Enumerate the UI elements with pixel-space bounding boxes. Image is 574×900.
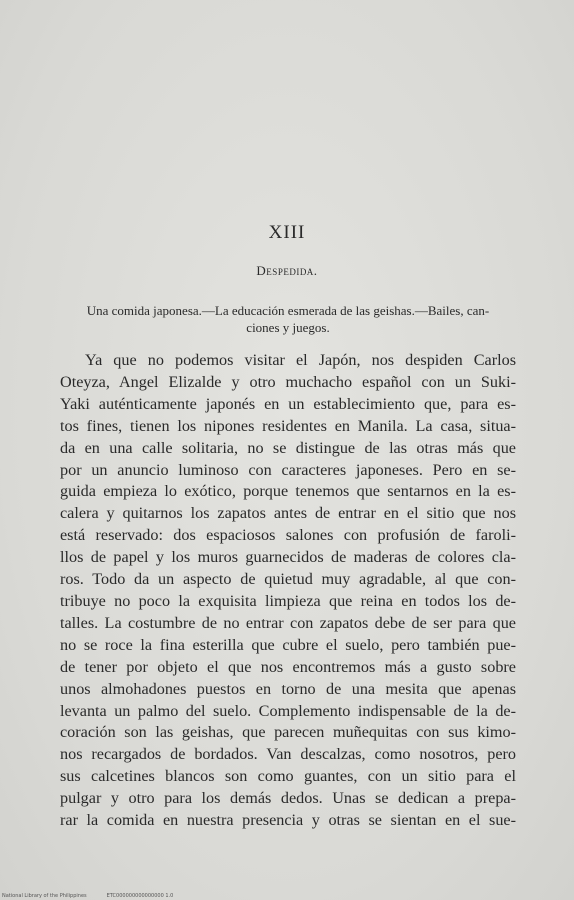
body-line: llos de papel y los muros guarnecidos de maderas de colores cla- — [60, 548, 516, 567]
body-line: tribuye no poco la exquisita limpieza que reina en todos los de- — [60, 591, 516, 610]
chapter-title-text: Despedida. — [256, 263, 318, 278]
summary-line-1: Una comida japonesa.—La educación esmerada de las geishas.—Bailes, can- — [86, 303, 490, 318]
chapter-number: XIII — [268, 222, 306, 243]
body-line: nos recargados de bordados. Van descalzas, como nosotros, pero — [60, 745, 516, 764]
body-line: de tener por objeto el que nos encontremos más a gusto sobre — [60, 657, 516, 676]
body-line: Yaki auténticamente japonés en un establecimiento que, para es- — [60, 394, 516, 413]
body-line: levanta un palmo del suelo. Complemento indispensable de la de- — [60, 701, 516, 720]
body-line: ros. Todo da un aspecto de quietud muy agradable, al que con- — [60, 570, 516, 589]
body-line: tos fines, tienen los nipones residentes en Manila. La casa, situa- — [60, 416, 516, 435]
body-line: talles. La costumbre de no entrar con zapatos debe de ser para que — [60, 613, 516, 632]
body-line: pulgar y otro para los demás dedos. Unas se dedican a prepa- — [60, 789, 516, 808]
body-line: calera y quitarnos los zapatos antes de entrar en el sitio que nos — [60, 504, 516, 523]
body-line: da en una calle solitaria, no se distingue de las otras más que — [60, 438, 516, 457]
scan-footer — [2, 893, 173, 899]
body-line: por un anuncio luminoso con caracteres japoneses. Pero en se- — [60, 460, 516, 479]
body-line: guida empieza lo exótico, porque tenemos que sentarnos en la es- — [60, 482, 516, 501]
body-line: coración son las geishas, que parecen muñequitas con sus kimo- — [60, 723, 516, 742]
footer-code: ETC000000000000000 1.0 — [106, 893, 174, 899]
body-line: está reservado: dos espaciosos salones con profusión de faroli- — [60, 526, 516, 545]
chapter-title — [0, 263, 574, 279]
body-line: Ya que no podemos visitar el Japón, nos despiden Carlos — [85, 351, 516, 369]
body-text — [60, 350, 516, 832]
summary-line-2: ciones y juegos. — [246, 320, 330, 335]
body-line: unos almohadones puestos en torno de una mesita que apenas — [60, 679, 516, 698]
footer-library: National Library of the Philippines — [2, 893, 87, 899]
chapter-summary — [60, 302, 516, 336]
body-line: Oteyza, Angel Elizalde y otro muchacho español con un Suki- — [60, 372, 516, 391]
body-line: no se roce la fina esterilla que cubre el suelo, pero también pue- — [60, 635, 516, 654]
body-line: rar la comida en nuestra presencia y otras se sientan en el sue- — [60, 811, 516, 830]
body-line: sus calcetines blancos son como guantes, con un sitio para el — [60, 767, 516, 786]
